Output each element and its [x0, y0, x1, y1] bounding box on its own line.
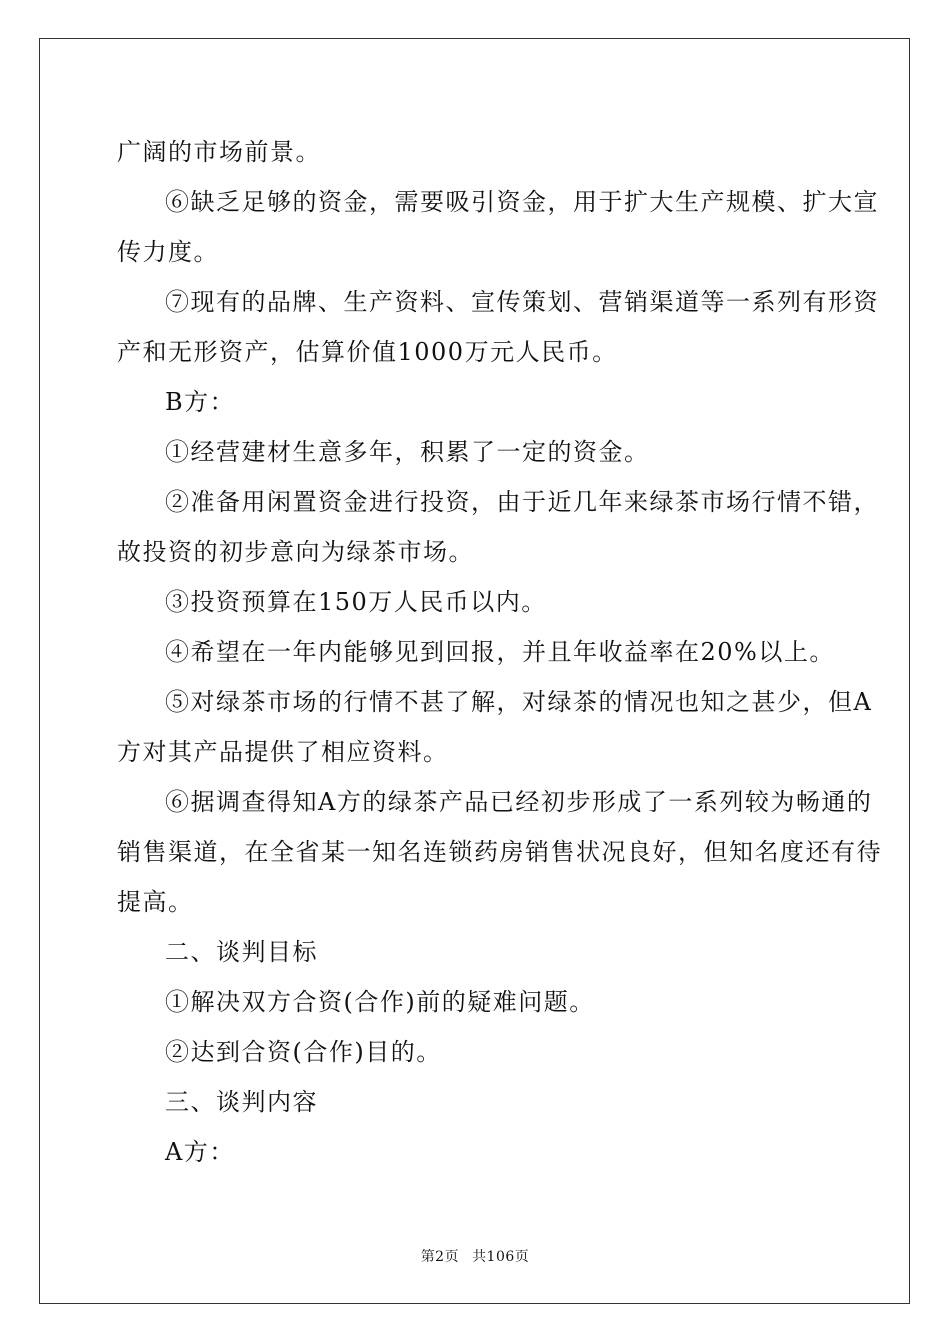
- text-line: 二、谈判目标: [165, 938, 318, 966]
- text-line: ⑥据调查得知A方的绿茶产品已经初步形成了一系列较为畅通的: [165, 788, 873, 816]
- page-footer: [0, 1246, 950, 1266]
- text-line: 传力度。: [117, 238, 219, 266]
- text-line: ②达到合资(合作)目的。: [165, 1038, 442, 1066]
- text-line: ④希望在一年内能够见到回报，并且年收益率在20%以上。: [165, 638, 835, 666]
- text-line: 提高。: [117, 888, 194, 916]
- text-line: ⑦现有的品牌、生产资料、宣传策划、营销渠道等一系列有形资: [165, 288, 879, 316]
- text-line: ①经营建材生意多年，积累了一定的资金。: [165, 438, 650, 466]
- text-line: 故投资的初步意向为绿茶市场。: [117, 538, 474, 566]
- text-line: 方对其产品提供了相应资料。: [117, 738, 449, 766]
- text-line: A方：: [165, 1138, 235, 1166]
- page-number: 第2页: [420, 1249, 460, 1265]
- text-line: B方：: [165, 388, 236, 416]
- text-line: ①解决双方合资(合作)前的疑难问题。: [165, 988, 595, 1016]
- text-line: 产和无形资产，估算价值1000万元人民币。: [117, 338, 618, 366]
- text-line: 销售渠道，在全省某一知名连锁药房销售状况良好，但知名度还有待: [117, 838, 882, 866]
- text-line: ②准备用闲置资金进行投资，由于近几年来绿茶市场行情不错，: [165, 488, 879, 516]
- document-body: [117, 127, 882, 1177]
- text-line: ⑤对绿茶市场的行情不甚了解，对绿茶的情况也知之甚少，但A: [165, 688, 873, 716]
- text-line: ③投资预算在150万人民币以内。: [165, 588, 547, 616]
- text-line: 广阔的市场前景。: [117, 138, 321, 166]
- text-line: 三、谈判内容: [165, 1088, 318, 1116]
- page-total: 共106页: [472, 1249, 530, 1265]
- text-line: ⑥缺乏足够的资金，需要吸引资金，用于扩大生产规模、扩大宣: [165, 188, 879, 216]
